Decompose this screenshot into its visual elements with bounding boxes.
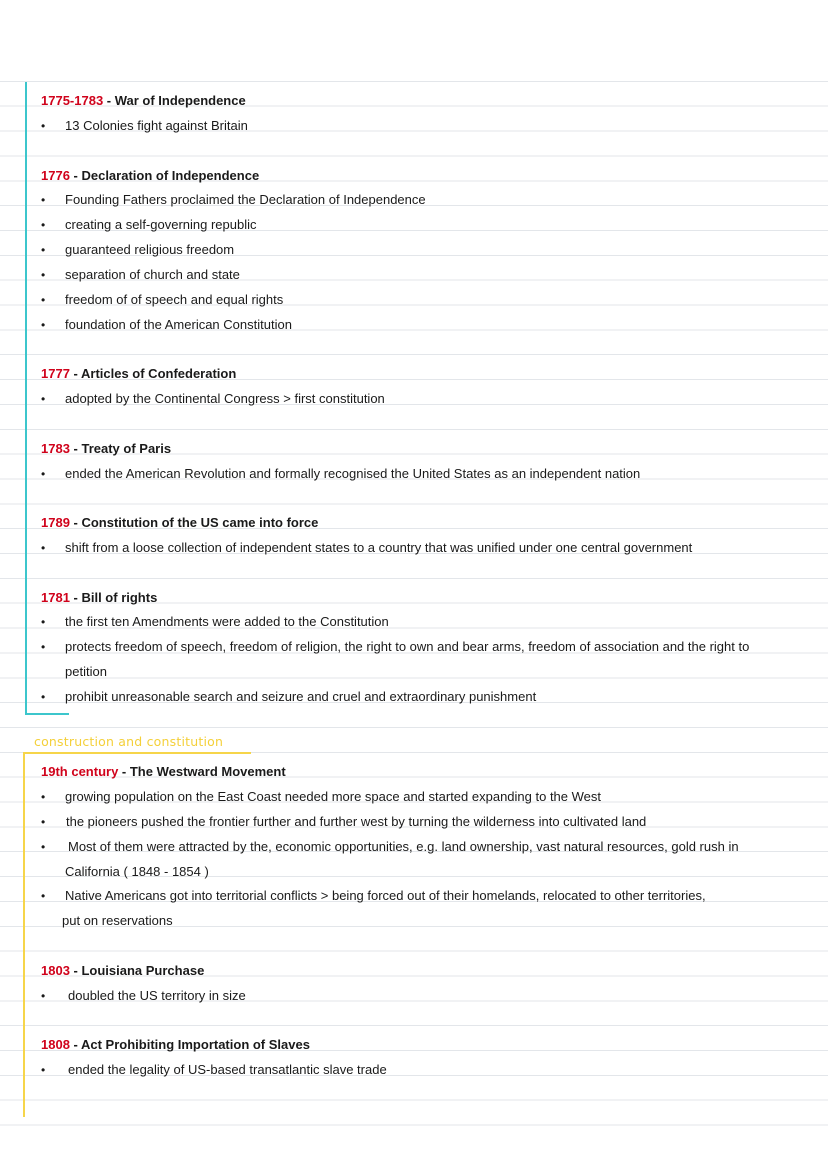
bullet-dot: • bbox=[41, 989, 46, 1003]
bullet-text: foundation of the American Constitution bbox=[65, 317, 292, 332]
bullet-dot: • bbox=[41, 268, 46, 282]
section-margin-tick bbox=[25, 713, 69, 715]
event-heading bbox=[41, 963, 204, 979]
event-year: 1808 bbox=[41, 1037, 70, 1052]
bullet-text: creating a self-governing republic bbox=[65, 217, 257, 232]
bullet-dot: • bbox=[41, 889, 46, 903]
bullet-text: growing population on the East Coast needed more space and started expanding to the West bbox=[65, 789, 602, 804]
bullet-dot: • bbox=[41, 815, 46, 829]
bullet-dot: • bbox=[41, 467, 46, 481]
bullet-dot: • bbox=[41, 690, 46, 704]
bullet-text-continuation: petition bbox=[65, 664, 107, 679]
event-heading bbox=[41, 168, 259, 184]
bullet-text: the pioneers pushed the frontier further and further west by turning the wilderness into cultivated land bbox=[66, 814, 647, 829]
event-heading bbox=[41, 590, 157, 606]
bullet-dot: • bbox=[41, 840, 46, 854]
bullet-dot: • bbox=[41, 318, 46, 332]
bullet-text: Founding Fathers proclaimed the Declaration of Independence bbox=[65, 192, 426, 207]
bullet-text: the first ten Amendments were added to the Constitution bbox=[65, 614, 389, 629]
bullet-dot: • bbox=[41, 243, 46, 257]
bullet-text: doubled the US territory in size bbox=[68, 988, 246, 1003]
bullet-dot: • bbox=[41, 218, 46, 232]
bullet-text: separation of church and state bbox=[65, 267, 240, 282]
bullet-text: adopted by the Continental Congress > first constitution bbox=[65, 391, 385, 406]
event-heading bbox=[41, 366, 236, 382]
event-heading bbox=[41, 441, 171, 457]
event-title: - War of Independence bbox=[103, 93, 246, 108]
bullet-text: prohibit unreasonable search and seizure and cruel and extraordinary punishment bbox=[65, 689, 537, 704]
bullet-text: freedom of of speech and equal rights bbox=[65, 292, 284, 307]
bullet-text: shift from a loose collection of independent states to a country that was unified under one central government bbox=[65, 540, 693, 555]
bullet-dot: • bbox=[41, 640, 46, 654]
event-year: 1803 bbox=[41, 963, 70, 978]
event-heading bbox=[41, 515, 318, 531]
event-heading bbox=[41, 1037, 310, 1053]
event-year: 1789 bbox=[41, 515, 70, 530]
event-title: - Constitution of the US came into force bbox=[69, 515, 319, 530]
event-heading bbox=[41, 764, 286, 780]
bullet-dot: • bbox=[41, 392, 46, 406]
bullet-text-continuation: put on reservations bbox=[62, 913, 173, 928]
event-year: 1783 bbox=[41, 441, 70, 456]
bullet-text: Most of them were attracted by the, economic opportunities, e.g. land ownership, vast natural resources, gold rush in bbox=[68, 839, 739, 854]
bullet-dot: • bbox=[41, 193, 46, 207]
event-title: - The Westward Movement bbox=[118, 764, 286, 779]
bullet-dot: • bbox=[41, 615, 46, 629]
bullet-text-continuation: California ( 1848 - 1854 ) bbox=[65, 864, 209, 879]
section-margin-bar bbox=[23, 752, 25, 1117]
event-year: 19th century bbox=[41, 764, 119, 779]
event-title: - Louisiana Purchase bbox=[69, 963, 205, 978]
bullet-text: ended the American Revolution and formally recognised the United States as an independent nation bbox=[65, 466, 641, 481]
event-title: - Articles of Confederation bbox=[69, 366, 237, 381]
event-heading bbox=[41, 93, 246, 109]
event-year: 1781 bbox=[41, 590, 70, 605]
event-year: 1776 bbox=[41, 168, 70, 183]
bullet-dot: • bbox=[41, 119, 46, 133]
bullet-text: 13 Colonies fight against Britain bbox=[65, 118, 248, 133]
event-year: 1777 bbox=[41, 366, 70, 381]
bullet-dot: • bbox=[41, 1063, 46, 1077]
bullet-dot: • bbox=[41, 790, 46, 804]
section-title-underline bbox=[23, 752, 251, 754]
bullet-text: guaranteed religious freedom bbox=[65, 242, 235, 257]
event-title: - Act Prohibiting Importation of Slaves bbox=[69, 1037, 310, 1052]
bullet-text: protects freedom of speech, freedom of religion, the right to own and bear arms, freedom of association and the right to bbox=[65, 639, 750, 654]
section-title: construction and constitution bbox=[34, 734, 224, 749]
event-title: - Bill of rights bbox=[69, 590, 158, 605]
event-year: 1775-1783 bbox=[41, 93, 104, 108]
event-title: - Treaty of Paris bbox=[69, 441, 172, 456]
bullet-text: ended the legality of US-based transatlantic slave trade bbox=[68, 1062, 387, 1077]
bullet-dot: • bbox=[41, 293, 46, 307]
bullet-dot: • bbox=[41, 541, 46, 555]
section-margin-bar bbox=[25, 82, 27, 714]
event-title: - Declaration of Independence bbox=[69, 168, 260, 183]
bullet-text: Native Americans got into territorial conflicts > being forced out of their homelands, relocated to other territories, bbox=[65, 888, 706, 903]
